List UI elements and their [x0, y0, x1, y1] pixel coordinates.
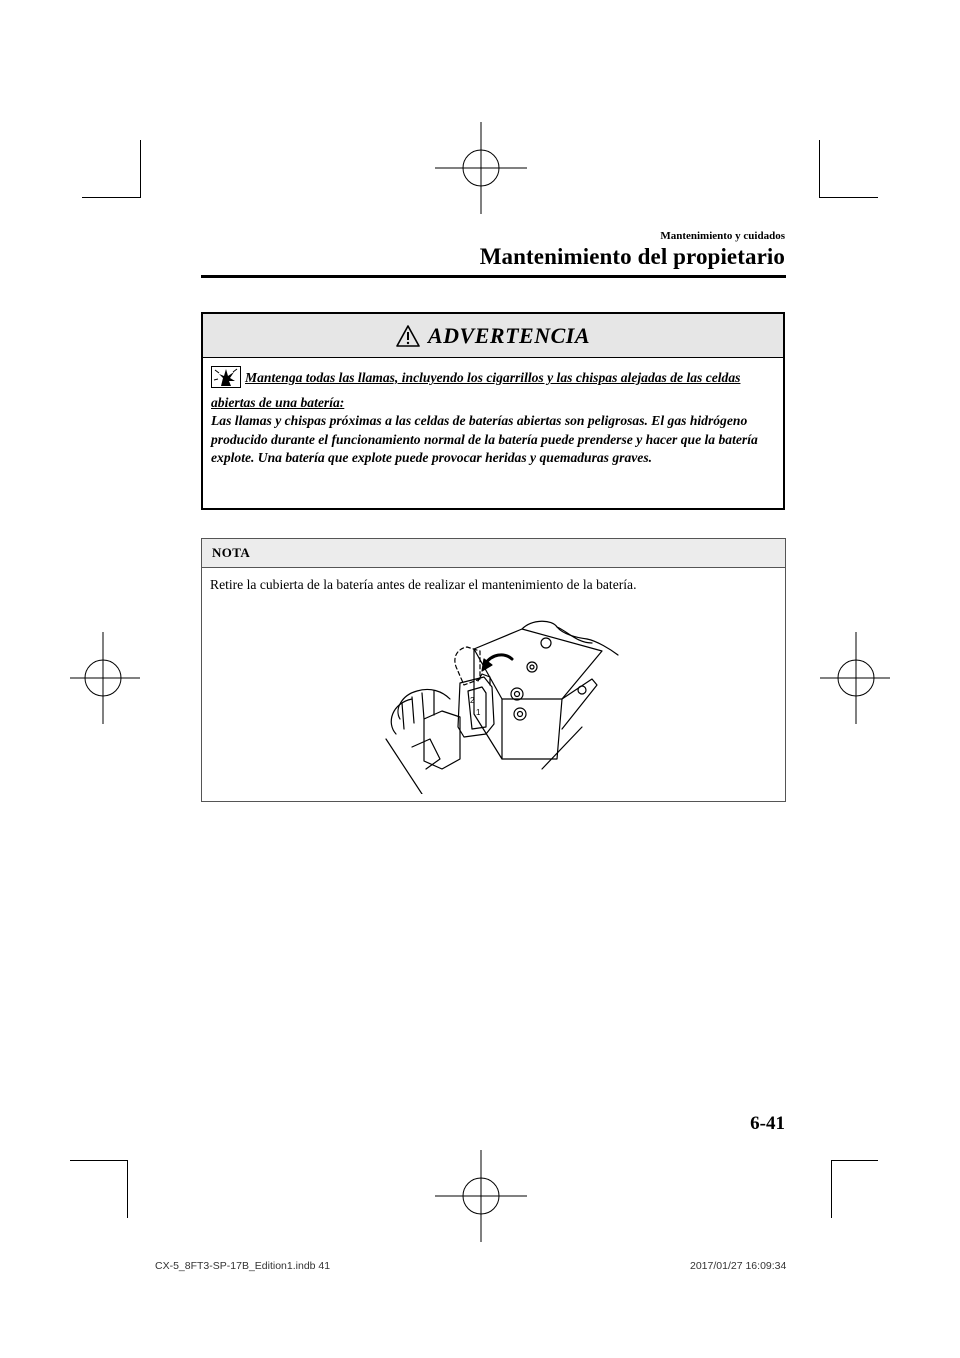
note-box [201, 538, 786, 802]
warning-body [203, 358, 783, 468]
registration-mark-right [820, 632, 890, 724]
warning-heading: Mantenga todas las llamas, incluyendo los cigarrillos y las chispas alejadas de las celdas abiertas de una batería: [211, 370, 741, 410]
registration-mark-left [70, 632, 162, 724]
registration-mark-bottom [435, 1150, 527, 1242]
page-number: 6-41 [750, 1113, 785, 1134]
warning-title: ADVERTENCIA [428, 322, 590, 348]
note-text: Retire la cubierta de la batería antes de realizar el mantenimiento de la batería. [210, 577, 637, 592]
registration-mark-top [435, 122, 527, 214]
footer-file: CX-5_8FT3-SP-17B_Edition1.indb 41 [155, 1260, 331, 1272]
note-title: NOTA [202, 539, 785, 568]
section-label: Mantenimiento y cuidados [660, 230, 785, 242]
warning-text: Las llamas y chispas próximas a las celdas de baterías abiertas son peligrosas. El gas hidrógeno producido durante el funcionamiento normal de la batería puede prenderse y hacer que la batería explote. Una batería que explote puede provocar heridas y quemaduras graves. [211, 413, 758, 465]
explosion-icon [211, 366, 241, 394]
svg-text:1: 1 [476, 708, 481, 717]
footer-timestamp: 2017/01/27 16:09:34 [690, 1260, 787, 1272]
svg-text:2: 2 [470, 696, 475, 705]
battery-cover-illustration [382, 619, 622, 794]
warning-triangle-icon [396, 325, 420, 347]
warning-box [201, 312, 785, 510]
header-divider [201, 275, 786, 278]
warning-header [203, 314, 783, 358]
page-title: Mantenimiento del propietario [479, 244, 785, 269]
